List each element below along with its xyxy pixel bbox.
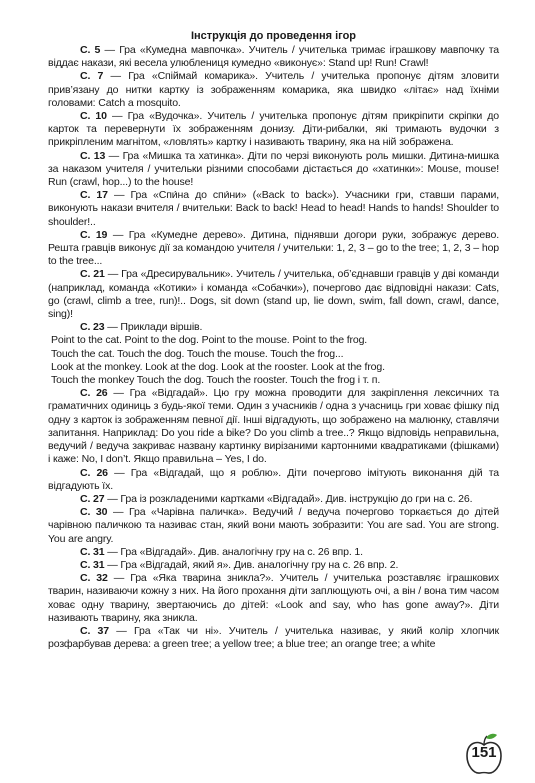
poem-line: Touch the cat. Touch the dog. Touch the mouse. Touch the frog... [51, 347, 344, 360]
paragraph [48, 44, 499, 70]
paragraph [48, 189, 499, 229]
page-ref: С. 26 [80, 466, 108, 479]
paragraph-text: — Гра «Дресирувальник». Учитель / учителька, об’єднавши гравців у дві команди (наприклад, команда «Котики» і команда «Собачки»), почергово дає відповідні накази: Cats, go (crawl, climb a tree, run)!.. Dogs, sit down (stand up, lie down, swim, fall down, crawl, dance, sing)! [48, 268, 499, 321]
paragraph [48, 321, 499, 334]
page-ref: С. 27 [80, 492, 105, 505]
page-ref: С. 26 [80, 387, 108, 400]
page-ref: С. 31 [80, 545, 105, 558]
paragraph-text: — Гра «Чарівна паличка». Ведучий / ведуча почергово торкається до дітей чарівною паличкою та називає стан, який вони мають зобразити: You are sad. You are strong. You are angry. [48, 506, 499, 545]
paragraph-text: — Гра «Кумедне дерево». Дитина, піднявши догори руки, зображує дерево. Решта гравців виконує дії за командою учителя / учительки: 1, 2, 3 – go to the tree; 1, 2, 3 – hop to the tree... [48, 228, 499, 268]
page-ref: С. 21 [80, 268, 105, 281]
paragraph [48, 559, 499, 572]
paragraph-text: — Гра «Кумедна мавпочка». Учитель / учителька тримає іграшкову мавпочку та віддає накази, які весела улюблениця кумедно «виконує»: Stand up! Run! Crawl! [48, 44, 500, 70]
paragraph-text: — Гра «Спи́на до спи́ни» («Back to back»). Учасники гри, ставши парами, виконують накази вчителя / вчительки: Back to back! Head to head! Hands to hands! Shoulder to shoulder!.. [48, 189, 499, 228]
page-ref: С. 17 [80, 189, 108, 202]
document-page [48, 29, 499, 651]
page-ref: С. 32 [80, 572, 108, 585]
paragraph-text: — Гра «Вудочка». Учитель / учителька пропонує дітям прикріпити скріпки до карток та перевернути їх зображенням донизу. Діти-рибалки, які тримають вудочки з прикріпленим магнітом, «ловлять» картку і називають тварину, яка на ній зображена. [48, 110, 500, 149]
paragraph [48, 493, 499, 506]
paragraph [48, 572, 499, 625]
page-ref: С. 10 [80, 110, 107, 123]
page-ref: С. 31 [80, 558, 105, 571]
paragraph-text: — Гра «Мишка та хатинка». Діти по черзі виконують роль мишки. Дитина-мишка за наказом учителя / учительки різними способами дістається до «хатинки»: Mouse, mouse! Run (crawl, hop...) to the house! [48, 149, 499, 189]
page-ref: С. 7 [80, 70, 104, 83]
paragraph-text: — Гра «Відгадай». Цю гру можна проводити для закріплення лексичних та граматичних одиниць з будь-якої теми. Один з учасників / одна з учасниць гри ховає фішку під одну з карток із зображенням певної дії. Інші відгадують, що зображено на малюнку, ставлячи запитання. Наприклад: Do you ride a bike? Do you climb a tree..? Якщо відповідь неправильна, ведучий / ведуча закриває названу картинку вирізаними картонними квадратиками (фішками) і каже: No, I don’t. Якщо правильна – Yes, I do. [48, 387, 499, 466]
paragraph [48, 625, 499, 651]
apple-leaf [486, 734, 497, 739]
page-ref: С. 23 [80, 321, 105, 334]
paragraph [48, 268, 499, 321]
paragraph-text: — Гра «Відгадай». Див. аналогічну гру на с. 26 впр. 1. [104, 545, 363, 558]
page-ref: С. 37 [80, 624, 109, 637]
poem-line: Look at the monkey. Look at the dog. Look at the rooster. Look at the frog. [51, 360, 385, 373]
paragraph-text: — Гра із розкладеними картками «Відгадай». Див. інструкцію до гри на с. 26. [104, 492, 473, 505]
paragraph-text: — Гра «Яка тварина зникла?». Учитель / учителька розставляє іграшкових тварин, називаючи кожну з них. На його прохання діти заплющують очі, а він / вона тим часом ховає одну тварину, звертаючись до дітей: «Look and say, who has gone away?». Діти називають тварину, яка зникла. [48, 572, 499, 624]
paragraph-text: — Гра «Так чи ні». Учитель / учителька називає, у який колір хлопчик розфарбував дерева: a green tree; a yellow tree; a blue tree; an orange tree; a white [48, 624, 499, 651]
paragraph [48, 229, 499, 269]
paragraph [48, 546, 499, 559]
paragraph [48, 506, 499, 546]
paragraph [48, 150, 499, 190]
paragraph [48, 110, 499, 150]
paragraph-text: — Приклади віршів. [104, 321, 203, 334]
paragraph-text: — Гра «Спіймай комарика». Учитель / учителька пропонує дітям зловити прив’язану до нитки картку із зображенням комарика, яка швидко «літає» над їхніми головами: Catch a mosquito. [48, 70, 499, 109]
page-ref: С. 13 [80, 149, 106, 162]
page-title: Інструкція до проведення ігор [190, 30, 357, 42]
page-ref: С. 30 [80, 506, 108, 519]
paragraph-text: — Гра «Відгадай, який я». Див. аналогічну гру на с. 26 впр. 2. [104, 558, 399, 571]
poem-line: Point to the cat. Point to the dog. Point to the mouse. Point to the frog. [51, 334, 368, 347]
page-number: 151 [471, 744, 497, 761]
page-ref: С. 19 [80, 228, 108, 241]
poem-line: Touch the monkey Touch the dog. Touch the rooster. Touch the frog і т. п. [51, 374, 381, 387]
paragraph [48, 467, 499, 493]
page-ref: С. 5 [80, 44, 101, 56]
paragraph-text: — Гра «Відгадай, що я роблю». Діти почергово імітують виконання дій та відгадують їх. [48, 466, 499, 492]
paragraph [48, 387, 499, 466]
paragraph [48, 70, 499, 110]
